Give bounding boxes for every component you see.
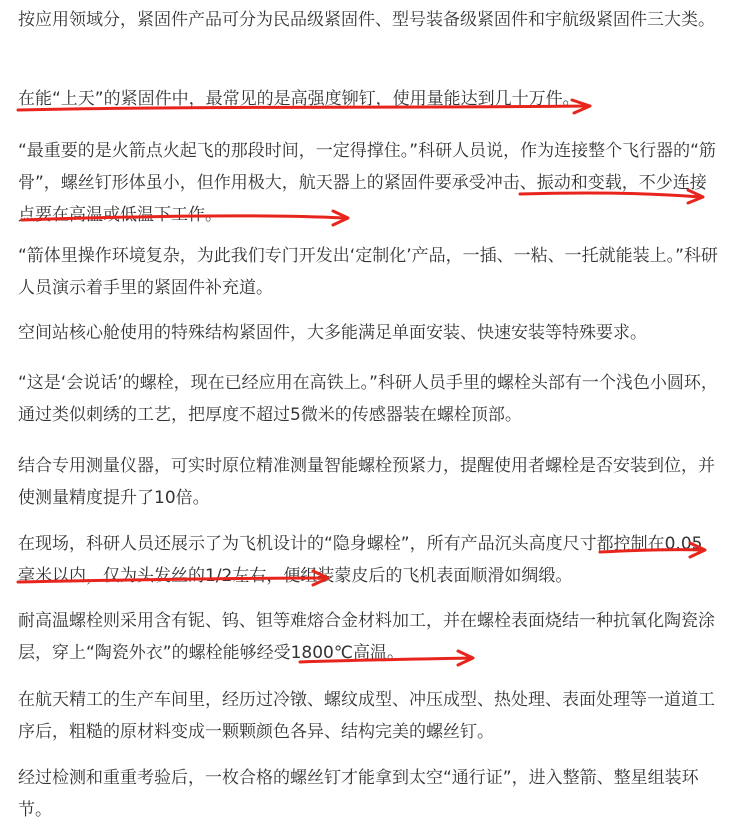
paragraph-10: 在航天精工的生产车间里，经历过冷镦、螺纹成型、冲压成型、热处理、表面处理等一道道工序后，粗糙的原材料变成一颗颗颜色各异、结构完美的螺丝钉。 (18, 690, 715, 742)
paragraph-7: 结合专用测量仪器，可实时原位精准测量智能螺栓预紧力，提醒使用者螺栓是否安装到位，并使测量精度提升了10倍。 (18, 456, 715, 508)
paragraph-6: “这是‘会说话’的螺栓，现在已经应用在高铁上。”科研人员手里的螺栓头部有一个浅色小圆环，通过类似刺绣的工艺，把厚度不超过5微米的传感器装在螺栓顶部。 (18, 373, 718, 425)
paragraph-4: “箭体里操作环境复杂，为此我们专门开发出‘定制化’产品，一插、一粘、一托就能装上。”科研人员演示着手里的紧固件补充道。 (18, 246, 718, 298)
paragraph-11: 经过检测和重重考验后，一枚合格的螺丝钉才能拿到太空“通行证”，进入整箭、整星组装环节。 (18, 768, 699, 820)
paragraph-1: 按应用领域分，紧固件产品可分为民品级紧固件、型号装备级紧固件和宇航级紧固件三大类。 (18, 10, 715, 30)
paragraph-8: 在现场，科研人员还展示了为飞机设计的“隐身螺栓”，所有产品沉头高度尺寸都控制在0.05毫米以内，仅为头发丝的1/2左右，便组装蒙皮后的飞机表面顺滑如绸缎。 (18, 534, 703, 586)
paragraph-5: 空间站核心舱使用的特殊结构紧固件，大多能满足单面安装、快速安装等特殊要求。 (18, 323, 647, 343)
paragraph-2: 在能“上天”的紧固件中，最常见的是高强度铆钉，使用量能达到几十万件。 (18, 89, 580, 109)
paragraph-9: 耐高温螺栓则采用含有铌、钨、钽等难熔合金材料加工，并在螺栓表面烧结一种抗氧化陶瓷涂层，穿上“陶瓷外衣”的螺栓能够经受1800℃高温。 (18, 611, 715, 663)
paragraph-3: “最重要的是火箭点火起飞的那段时间，一定得撑住。”科研人员说，作为连接整个飞行器的“筋骨”，螺丝钉形体虽小，但作用极大，航天器上的紧固件要承受冲击、振动和变载，不少连接点要在高温或低温下工作。 (18, 141, 716, 225)
